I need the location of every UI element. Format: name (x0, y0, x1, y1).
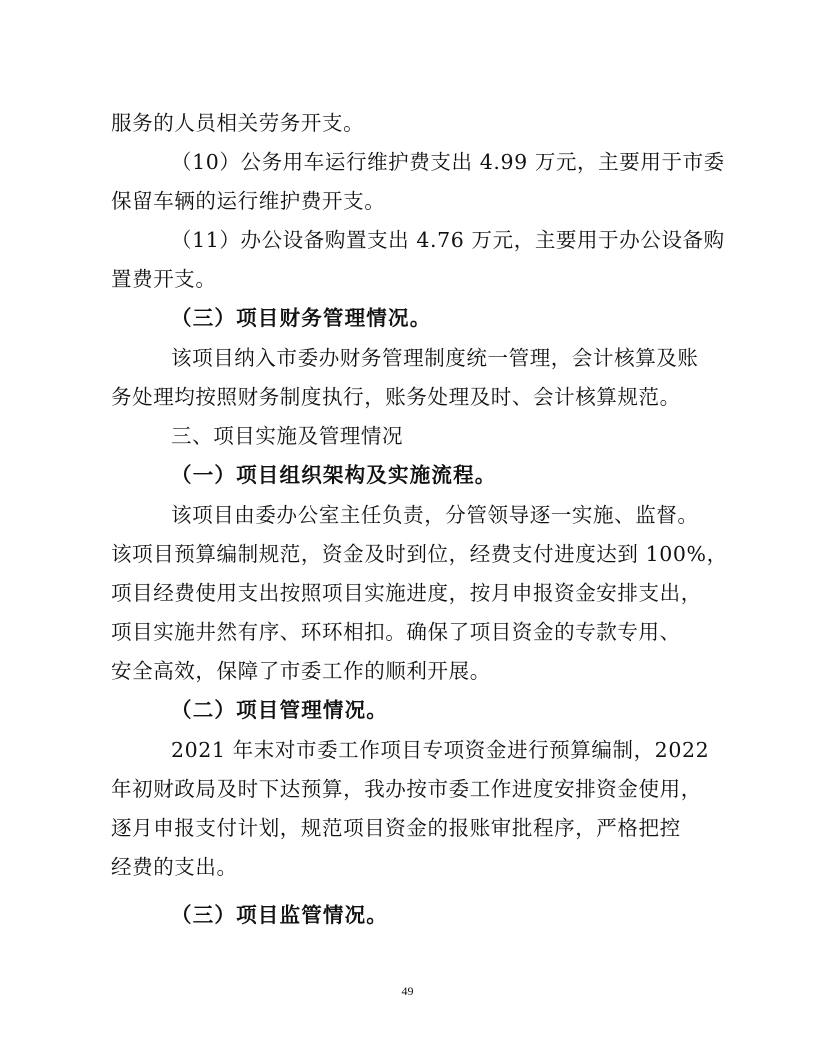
section-heading: （二）项目管理情况。 (171, 698, 388, 722)
body-text-line: 置费开支。 (111, 267, 217, 291)
body-text-line: 该项目由委办公室主任负责，分管领导逐一实施、监督。 (171, 503, 699, 527)
body-text-line: 年初财政局及时下达预算，我办按市委工作进度安排资金使用， (111, 777, 702, 801)
body-text-line: 逐月申报支付计划，规范项目资金的报账审批程序，严格把控 (111, 816, 681, 840)
body-text-line: 项目经费使用支出按照项目实施进度，按月申报资金安排支出， (111, 581, 702, 605)
section-heading: （三）项目财务管理情况。 (171, 306, 432, 330)
chapter-heading: 三、项目实施及管理情况 (171, 424, 404, 448)
body-text-line: 服务的人员相关劳务开支。 (111, 111, 365, 135)
page-number: 49 (401, 984, 414, 998)
body-text-line: 经费的支出。 (111, 855, 238, 879)
body-text-line: 该项目预算编制规范，资金及时到位，经费支付进度达到 100%， (111, 542, 728, 566)
body-text-line: 2021 年末对市委工作项目专项资金进行预算编制，2022 (171, 738, 710, 762)
body-text-line: 保留车辆的运行维护费开支。 (111, 189, 386, 213)
section-heading: （三）项目监管情况。 (171, 903, 388, 927)
body-text-line: 安全高效，保障了市委工作的顺利开展。 (111, 659, 491, 683)
body-text-line: 该项目纳入市委办财务管理制度统一管理，会计核算及账 (171, 346, 699, 370)
body-text-line: （11）办公设备购置支出 4.76 万元，主要用于办公设备购 (171, 228, 725, 252)
body-text-line: 务处理均按照财务制度执行，账务处理及时、会计核算规范。 (111, 385, 681, 409)
section-heading: （一）项目组织架构及实施流程。 (171, 463, 497, 487)
body-text-line: 项目实施井然有序、环环相扣。确保了项目资金的专款专用、 (111, 620, 681, 644)
body-text-line: （10）公务用车运行维护费支出 4.99 万元，主要用于市委 (171, 150, 725, 174)
